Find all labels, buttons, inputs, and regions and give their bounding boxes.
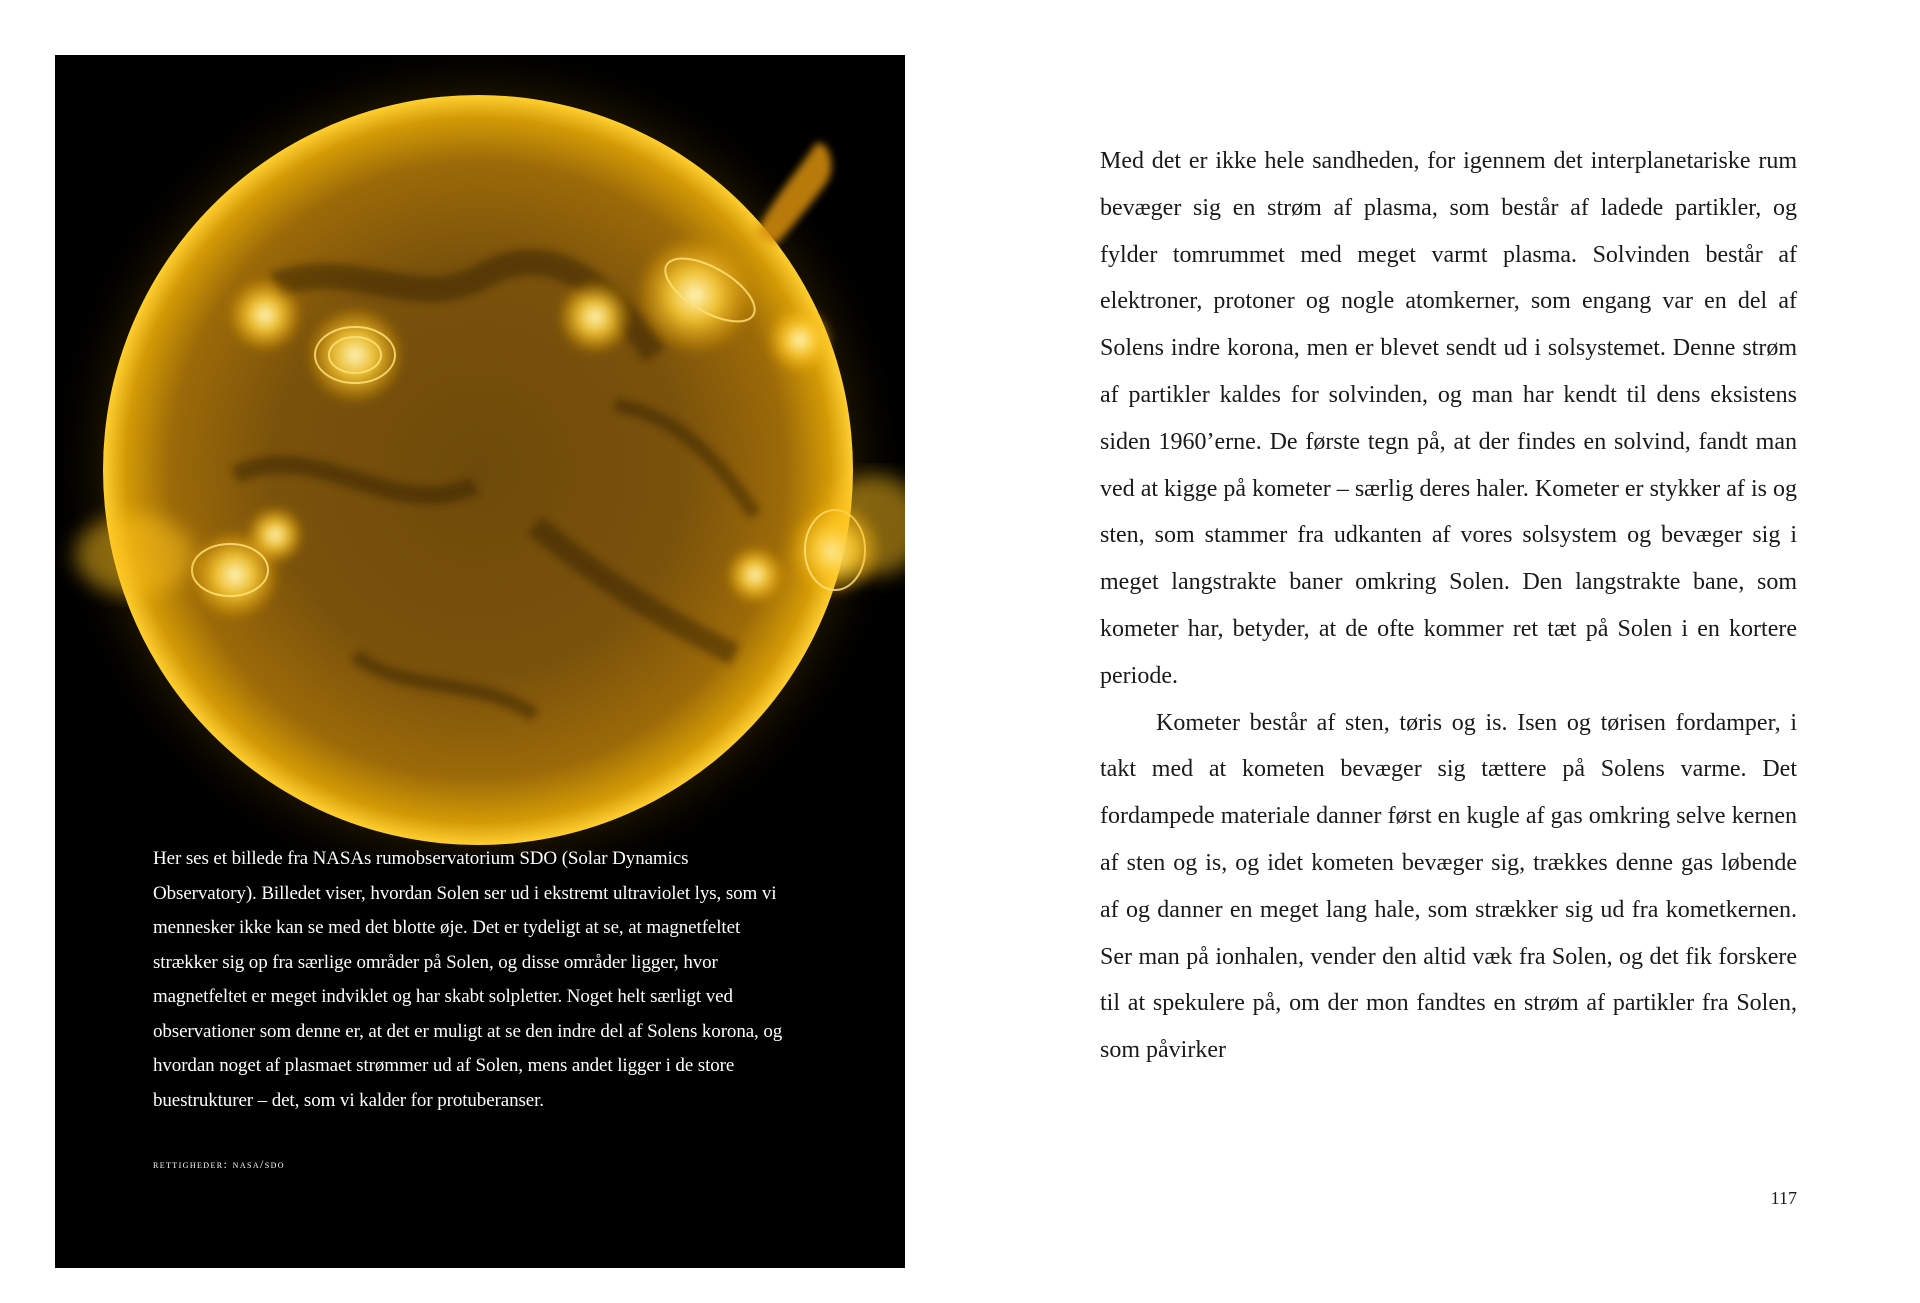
caption-text: Her ses et billede fra NASAs rumobservatorium SDO (Solar Dynamics Observatory). Billedet viser, hvordan Solen ser ud i ekstremt ultraviolet lys, som vi mennesker ikke kan se med det blotte øje. Det er tydeligt at se, at magnetfeltet strækker sig op fra særlige områder på Solen, og disse områder ligger, hvor magnetfeltet er meget indviklet og har skabt solpletter. Noget helt særligt ved observationer som denne er, at det er muligt at se den indre del af Solens korona, og hvordan noget af plasmaet strømmer ud af Solen, mens andet ligger i de store buestrukturer – det, som vi kalder for protuberanser. [153,848,783,1111]
page-number: 117 [1770,1188,1797,1208]
paragraph-2: Kometer består af sten, tøris og is. Isen og tørisen fordamper, i takt med at kometen bevæger sig tættere på Solens varme. Det fordampede materiale danner først en kugle af gas omkring selve kernen af sten og is, og idet kometen bevæger sig, trækkes denne gas løbende af og danner en meget lang hale, som strækker sig ud fra kometkernen. Ser man på ionhalen, vender den altid væk fra Solen, og det fik forskere til at spekulere på, om der mon fandtes en strøm af partikler fra Solen, som påvirker [1100,709,1797,1064]
paragraph-1: Med det er ikke hele sandheden, for igennem det interplanetariske rum bevæger sig en strøm af plasma, som består af ladede partikler, og fylder tomrummet med meget varmt plasma. Solvinden består af elektroner, protoner og nogle atomkerner, som engang var en del af Solens indre korona, men er blevet sendt ud i solsystemet. Denne strøm af partikler kaldes for solvinden, og man har kendt til dens eksistens siden 1960’erne. De første tegn på, at der findes en solvind, fandt man ved at kigge på kometer – særlig deres haler. Kometer er stykker af is og sten, som stammer fra udkanten af vores solsystem og bevæger sig i meget langstrakte baner omkring Solen. Den langstrakte bane, som kometer har, betyder, at de ofte kommer ret tæt på Solen i en kortere periode. [1100,148,1797,689]
photo-caption [153,842,793,1118]
sun-image [55,55,905,855]
right-page-body [1100,138,1797,1074]
sun-disk [103,95,853,845]
sun-photo-panel [55,55,905,1268]
photo-credit: rettigheder: nasa/sdo [153,1157,285,1171]
